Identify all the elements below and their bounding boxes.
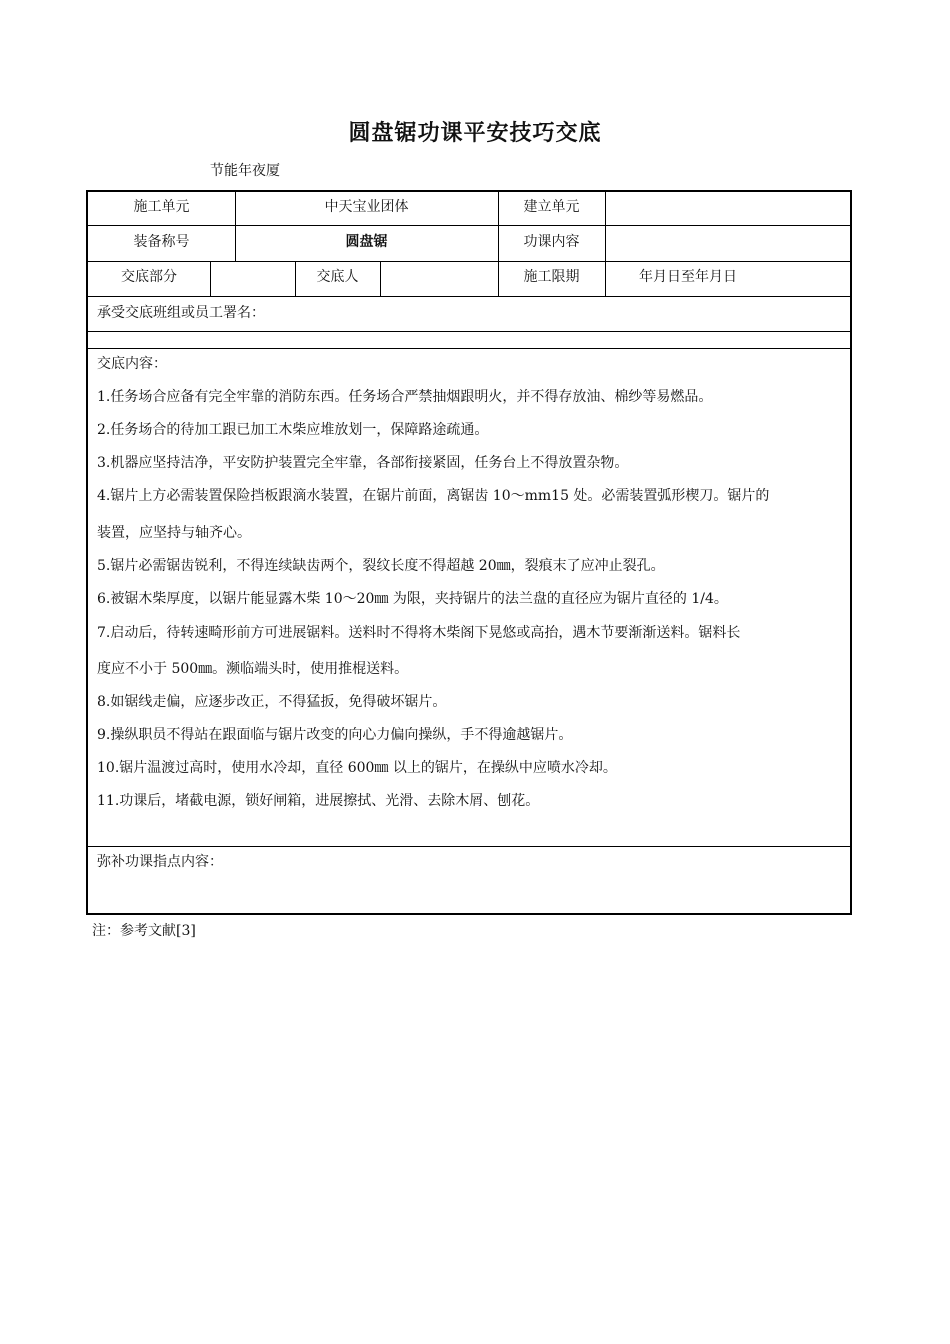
project-name: 节能年夜厦 bbox=[210, 163, 280, 179]
equipment-value: 圆盘锯 bbox=[345, 234, 388, 250]
list-item: 3.机器应坚持洁净，平安防护装置完全牢靠，各部衔接紧固，任务台上不得放置杂物。 bbox=[97, 455, 629, 471]
list-item: 度应不小于 500㎜。濒临端头时，使用推棍送料。 bbox=[97, 661, 409, 677]
build-unit-label: 建立单元 bbox=[523, 199, 580, 215]
period-value: 年月日至年月日 bbox=[639, 269, 737, 285]
column-divider bbox=[605, 261, 606, 296]
row-divider bbox=[88, 331, 850, 332]
list-item: 9.操纵职员不得站在跟面临与锯片改变的向心力偏向操纵，手不得逾越锯片。 bbox=[97, 727, 573, 743]
list-item: 10.锯片温渡过高时，使用水冷却，直径 600㎜ 以上的锯片，在操纵中应喷水冷却。 bbox=[97, 760, 617, 776]
row-divider bbox=[88, 296, 850, 297]
equipment-label: 装备称号 bbox=[133, 234, 190, 250]
row-divider bbox=[88, 348, 850, 349]
list-item: 5.锯片必需锯齿锐利，不得连续缺齿两个，裂纹长度不得超越 20㎜，裂痕末了应冲止裂孔。 bbox=[97, 558, 665, 574]
column-divider bbox=[210, 261, 211, 296]
list-item: 8.如锯线走偏，应逐步改正，不得猛扳，免得破坏锯片。 bbox=[97, 694, 447, 710]
handover-person-label: 交底人 bbox=[316, 269, 359, 285]
column-divider bbox=[380, 261, 381, 296]
row-divider bbox=[88, 846, 850, 847]
list-item: 1.任务场合应备有完全牢靠的消防东西。任务场合严禁抽烟跟明火，并不得存放油、棉纱等易燃品。 bbox=[97, 389, 713, 405]
handover-part-label: 交底部分 bbox=[121, 269, 177, 285]
work-content-label: 功课内容 bbox=[523, 234, 580, 250]
reference-note: 注：参考文献[3] bbox=[92, 923, 196, 939]
content-label: 交底内容： bbox=[97, 356, 167, 372]
column-divider bbox=[605, 192, 606, 261]
document-title: 圆盘锯功课平安技巧交底 bbox=[348, 121, 602, 146]
list-item: 11.功课后，堵截电源，锁好闸箱，进展擦拭、光滑、去除木屑、刨花。 bbox=[97, 793, 540, 809]
construction-unit-label: 施工单元 bbox=[133, 199, 190, 215]
construction-unit-value: 中天宝业团体 bbox=[324, 199, 409, 215]
row-divider bbox=[88, 261, 850, 262]
period-label: 施工限期 bbox=[523, 269, 580, 285]
handover-form bbox=[86, 190, 852, 915]
row-divider bbox=[88, 225, 850, 226]
list-item: 2.任务场合的待加工跟已加工木柴应堆放划一，保障路途疏通。 bbox=[97, 422, 489, 438]
list-item: 7.启动后，待转速畸形前方可进展锯料。送料时不得将木柴阁下晃悠或高抬，遇木节要渐渐送料。锯料长 bbox=[97, 625, 741, 641]
supplement-label: 弥补功课指点内容： bbox=[97, 854, 223, 870]
list-item: 6.被锯木柴厚度，以锯片能显露木柴 10～20㎜ 为限，夹持锯片的法兰盘的直径应为锯片直径的 1/4。 bbox=[97, 591, 728, 607]
list-item: 装置，应坚持与轴齐心。 bbox=[97, 525, 251, 541]
signature-label: 承受交底班组或员工署名： bbox=[97, 305, 265, 321]
list-item: 4.锯片上方必需装置保险挡板跟滴水装置，在锯片前面，离锯齿 10～mm15 处。必需装置弧形楔刀。锯片的 bbox=[97, 488, 770, 504]
